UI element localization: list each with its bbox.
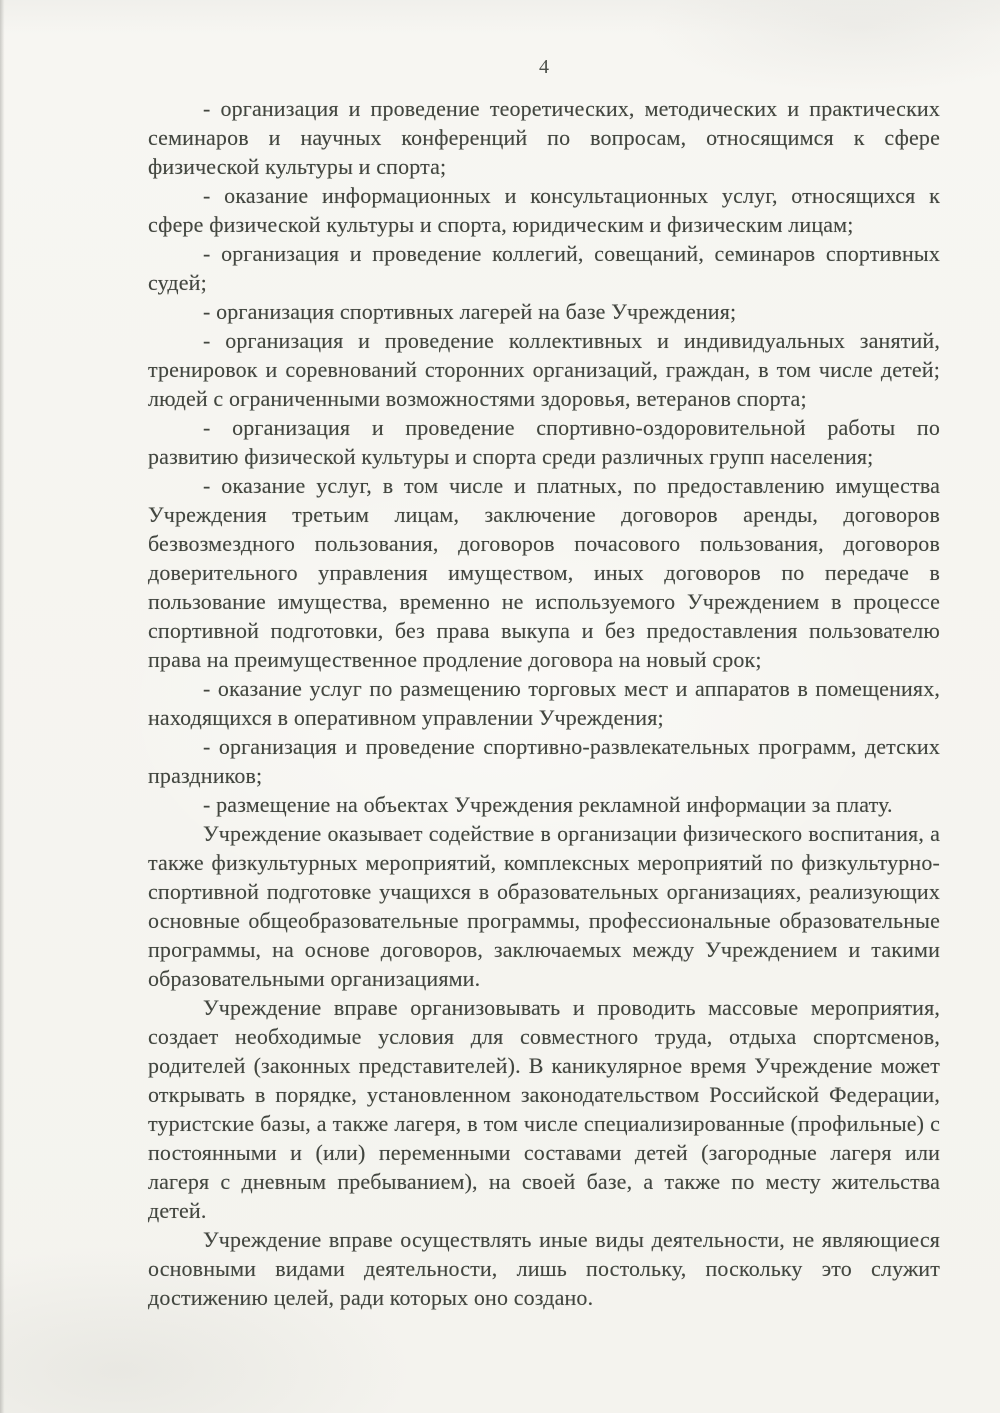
page-number: 4 — [539, 56, 549, 78]
activity-item: - оказание услуг, в том числе и платных, по предоставлению имущества Учреждения третьим лицам, заключение договоров аренды, договоров безвозмездного пользования, договоров почасового пользования, договоров доверительного управления имуществом, иных договоров по передаче в пользование имущества, временно не используемого Учреждением в процессе спортивной подготовки, без права выкупа и без предоставления пользователю права на преимущественное продление договора на новый срок; — [148, 473, 940, 672]
activity-item: - оказание информационных и консультационных услуг, относящихся к сфере физической культуры и спорта, юридическим и физическим лицам; — [148, 183, 940, 237]
activity-item: - организация и проведение теоретических, методических и практических семинаров и научных конференций по вопросам, относящимся к сфере физической культуры и спорта; — [148, 96, 940, 179]
activity-item: - организация спортивных лагерей на базе Учреждения; — [203, 299, 737, 324]
body-paragraph: Учреждение оказывает содействие в организации физического воспитания, а также физкультурных мероприятий, комплексных мероприятий по физкультурно-спортивной подготовке учащихся в образовательных организациях, реализующих основные общеобразовательные программы, профессиональные образовательные программы, на основе договоров, заключаемых между Учреждением и такими образовательными организациями. — [148, 821, 940, 991]
activity-item: - организация и проведение коллегий, совещаний, семинаров спортивных судей; — [148, 241, 940, 295]
document-body — [148, 94, 940, 1312]
activity-item: - организация и проведение спортивно-развлекательных программ, детских праздников; — [148, 734, 940, 788]
scan-artifact-top — [0, 0, 1000, 34]
activity-item: - организация и проведение спортивно-оздоровительной работы по развитию физической культуры и спорта среди различных групп населения; — [148, 415, 940, 469]
body-paragraph: Учреждение вправе организовывать и проводить массовые мероприятия, создает необходимые условия для совместного труда, отдыха спортсменов, родителей (законных представителей). В каникулярное время Учреждение может открывать в порядке, установленном законодательством Российской Федерации, туристские базы, а также лагеря, в том числе специализированные (профильные) с постоянными и (или) переменными составами детей (загородные лагеря или лагеря с дневным пребыванием), на своей базе, а также по месту жительства детей. — [148, 995, 940, 1223]
activity-item: - организация и проведение коллективных и индивидуальных занятий, тренировок и соревнований сторонних организаций, граждан, в том числе детей; людей с ограниченными возможностями здоровья, ветеранов спорта; — [148, 328, 940, 411]
activity-item: - оказание услуг по размещению торговых мест и аппаратов в помещениях, находящихся в оперативном управлении Учреждения; — [148, 676, 940, 730]
scan-artifact-left-edge — [0, 0, 5, 1413]
activity-item: - размещение на объектах Учреждения рекламной информации за плату. — [203, 792, 893, 817]
body-paragraph: Учреждение вправе осуществлять иные виды деятельности, не являющиеся основными видами деятельности, лишь постольку, поскольку это служит достижению целей, ради которых оно создано. — [148, 1227, 940, 1310]
